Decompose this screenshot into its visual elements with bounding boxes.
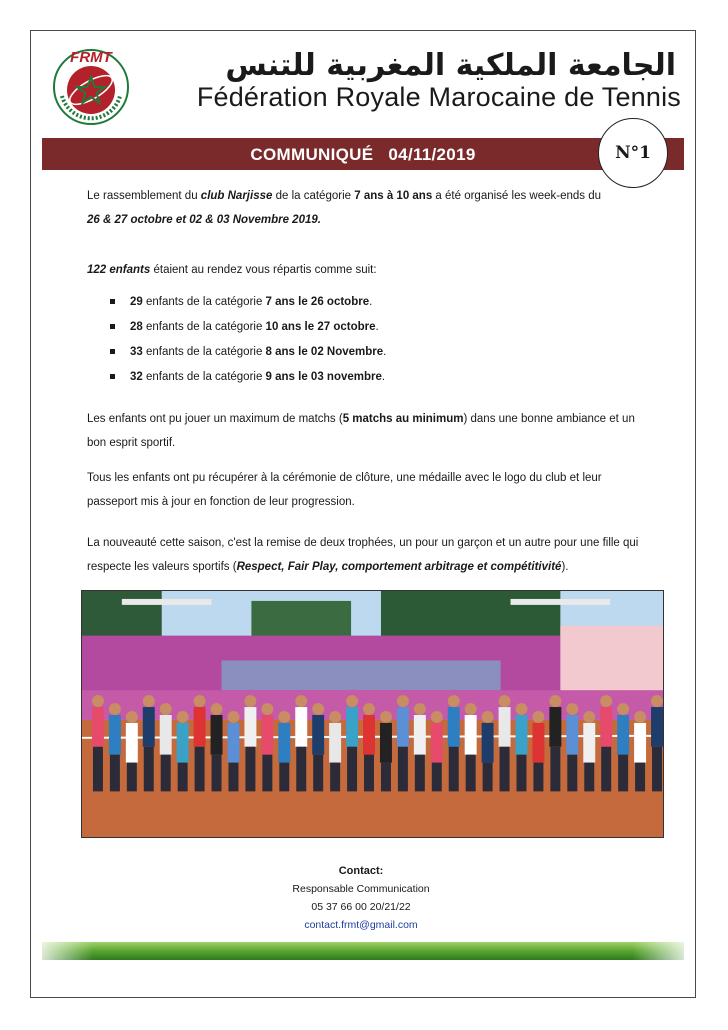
- contact-role: Responsable Communication: [292, 883, 430, 895]
- person: [329, 723, 341, 763]
- person: [381, 763, 391, 792]
- person: [549, 707, 561, 747]
- count-number: 122 enfants: [87, 264, 151, 276]
- arabic-title: الجامعة الملكية المغربية للتنس: [225, 48, 676, 83]
- matches-text-1: Les enfants ont pu jouer un maximum de matchs (: [87, 413, 343, 425]
- intro-ages: 7 ans à 10 ans: [354, 190, 433, 202]
- contact-title: Contact:: [338, 865, 384, 877]
- intro-club: club Narjisse: [200, 190, 273, 202]
- person: [228, 763, 238, 792]
- person: [500, 747, 510, 792]
- bullet-end: .: [369, 296, 373, 308]
- person: [227, 711, 239, 723]
- person: [583, 723, 595, 763]
- person: [261, 715, 273, 755]
- person: [448, 707, 460, 747]
- bullet-detail: 8 ans le 02 Novembre: [265, 346, 384, 358]
- person: [295, 707, 307, 747]
- person: [279, 763, 289, 792]
- bullet-text: enfants de la catégorie: [142, 346, 266, 358]
- person: [126, 711, 138, 723]
- person: [278, 723, 290, 763]
- person: [465, 703, 477, 715]
- person: [466, 755, 476, 792]
- person: [126, 723, 138, 763]
- count-text: étaient au rendez vous répartis comme suit:: [150, 264, 377, 276]
- novelty-text-2: ).: [561, 561, 569, 573]
- list-item: [110, 365, 630, 390]
- person: [127, 763, 137, 792]
- person: [550, 747, 560, 792]
- person: [415, 755, 425, 792]
- person: [346, 695, 358, 707]
- person: [431, 723, 443, 763]
- bullet-detail: 7 ans le 26 octobre: [265, 296, 370, 308]
- contact-block: [230, 862, 492, 934]
- person: [618, 755, 628, 792]
- person: [448, 695, 460, 707]
- person: [364, 755, 374, 792]
- person: [109, 715, 121, 755]
- intro-text-3: a été organisé les week-ends du: [432, 190, 602, 202]
- communique-banner: [42, 138, 684, 170]
- person: [414, 715, 426, 755]
- person: [635, 763, 645, 792]
- person: [110, 755, 120, 792]
- list-item: [110, 290, 630, 315]
- communique-number: N°1: [598, 118, 668, 188]
- bullet-end: .: [383, 346, 387, 358]
- bullet-count: 29: [130, 296, 143, 308]
- person: [160, 703, 172, 715]
- bullet-text: enfants de la catégorie: [142, 296, 266, 308]
- count-paragraph: [87, 258, 647, 282]
- person: [584, 763, 594, 792]
- person: [380, 711, 392, 723]
- person: [211, 703, 223, 715]
- bullet-count: 32: [130, 371, 143, 383]
- person: [144, 747, 154, 792]
- person: [617, 715, 629, 755]
- person: [652, 747, 662, 792]
- person: [278, 711, 290, 723]
- person: [347, 747, 357, 792]
- person: [532, 711, 544, 723]
- person: [465, 715, 477, 755]
- person: [244, 707, 256, 747]
- person: [212, 755, 222, 792]
- intro-paragraph: [87, 184, 647, 232]
- frmt-logo: [50, 44, 132, 126]
- person: [634, 711, 646, 723]
- person: [313, 755, 323, 792]
- person: [161, 755, 171, 792]
- person: [516, 703, 528, 715]
- person: [245, 747, 255, 792]
- person: [93, 747, 103, 792]
- person: [195, 747, 205, 792]
- person: [380, 723, 392, 763]
- person: [244, 695, 256, 707]
- person: [92, 695, 104, 707]
- intro-dates: 26 & 27 octobre et 02 & 03 Novembre 2019.: [87, 214, 321, 226]
- bullet-count: 28: [130, 321, 143, 333]
- person: [296, 747, 306, 792]
- person: [533, 763, 543, 792]
- matches-paragraph: [87, 407, 647, 455]
- novelty-paragraph: [87, 531, 647, 579]
- person: [262, 755, 272, 792]
- person: [414, 703, 426, 715]
- person: [92, 707, 104, 747]
- person: [431, 711, 443, 723]
- person: [549, 695, 561, 707]
- bullet-end: .: [381, 371, 386, 383]
- matches-text-2: ) dans une bonne ambiance et un bon esprit sportif.: [87, 413, 635, 449]
- contact-phone: 05 37 66 00 20/21/22: [311, 901, 411, 913]
- person: [194, 695, 206, 707]
- federation-title: Fédération Royale Marocaine de Tennis: [196, 82, 681, 112]
- person: [600, 707, 612, 747]
- person: [312, 715, 324, 755]
- person: [178, 763, 188, 792]
- person: [194, 707, 206, 747]
- person: [346, 707, 358, 747]
- person: [517, 755, 527, 792]
- person: [261, 703, 273, 715]
- person: [516, 715, 528, 755]
- person: [651, 695, 663, 707]
- communique-title: COMMUNIQUÉ 04/11/2019: [250, 145, 476, 164]
- person: [499, 695, 511, 707]
- person: [567, 755, 577, 792]
- novelty-bold: Respect, Fair Play, comportement arbitrage et compétitivité: [236, 561, 562, 573]
- person: [651, 707, 663, 747]
- intro-text-2: de la catégorie: [272, 190, 355, 202]
- bullet-end: .: [375, 321, 379, 333]
- person: [330, 763, 340, 792]
- person: [483, 763, 493, 792]
- intro-text-1: Le rassemblement du: [87, 190, 201, 202]
- person: [566, 715, 578, 755]
- bullet-detail: 10 ans le 27 octobre: [265, 321, 376, 333]
- person: [295, 695, 307, 707]
- grass-footer-image: [42, 940, 684, 962]
- person: [143, 695, 155, 707]
- person: [329, 711, 341, 723]
- bullet-detail: 9 ans le 03 novembre: [265, 371, 382, 383]
- person: [617, 703, 629, 715]
- person: [363, 703, 375, 715]
- person: [397, 695, 409, 707]
- logo-text: FRMT: [70, 49, 112, 66]
- person: [482, 711, 494, 723]
- person: [177, 711, 189, 723]
- person: [398, 747, 408, 792]
- person: [634, 723, 646, 763]
- person: [532, 723, 544, 763]
- person: [482, 723, 494, 763]
- group-photo: [81, 590, 664, 838]
- person: [601, 747, 611, 792]
- list-item: [110, 340, 630, 365]
- person: [177, 723, 189, 763]
- person: [583, 711, 595, 723]
- person: [566, 703, 578, 715]
- matches-bold: 5 matchs au minimum: [342, 413, 464, 425]
- contact-email[interactable]: contact.frmt@gmail.com: [304, 919, 418, 931]
- person: [143, 707, 155, 747]
- person: [397, 707, 409, 747]
- page-border: [30, 30, 696, 998]
- bullet-text: enfants de la catégorie: [142, 371, 266, 383]
- person: [432, 763, 442, 792]
- person: [211, 715, 223, 755]
- novelty-text-1: La nouveauté cette saison, c'est la remise de deux trophées, un pour un garçon et un autre pour une fille qui respecte les valeurs sportifs (: [87, 537, 639, 573]
- category-list: [110, 290, 630, 390]
- person: [363, 715, 375, 755]
- person: [600, 695, 612, 707]
- person: [109, 703, 121, 715]
- person: [227, 723, 239, 763]
- person: [449, 747, 459, 792]
- bullet-text: enfants de la catégorie: [142, 321, 266, 333]
- bullet-count: 33: [130, 346, 143, 358]
- ceremony-paragraph: Tous les enfants ont pu récupérer à la cérémonie de clôture, une médaille avec le logo du club et leur passeport mis à jour en fonction de leur progression.: [87, 472, 602, 508]
- person: [312, 703, 324, 715]
- person: [160, 715, 172, 755]
- list-item: [110, 315, 630, 340]
- person: [499, 707, 511, 747]
